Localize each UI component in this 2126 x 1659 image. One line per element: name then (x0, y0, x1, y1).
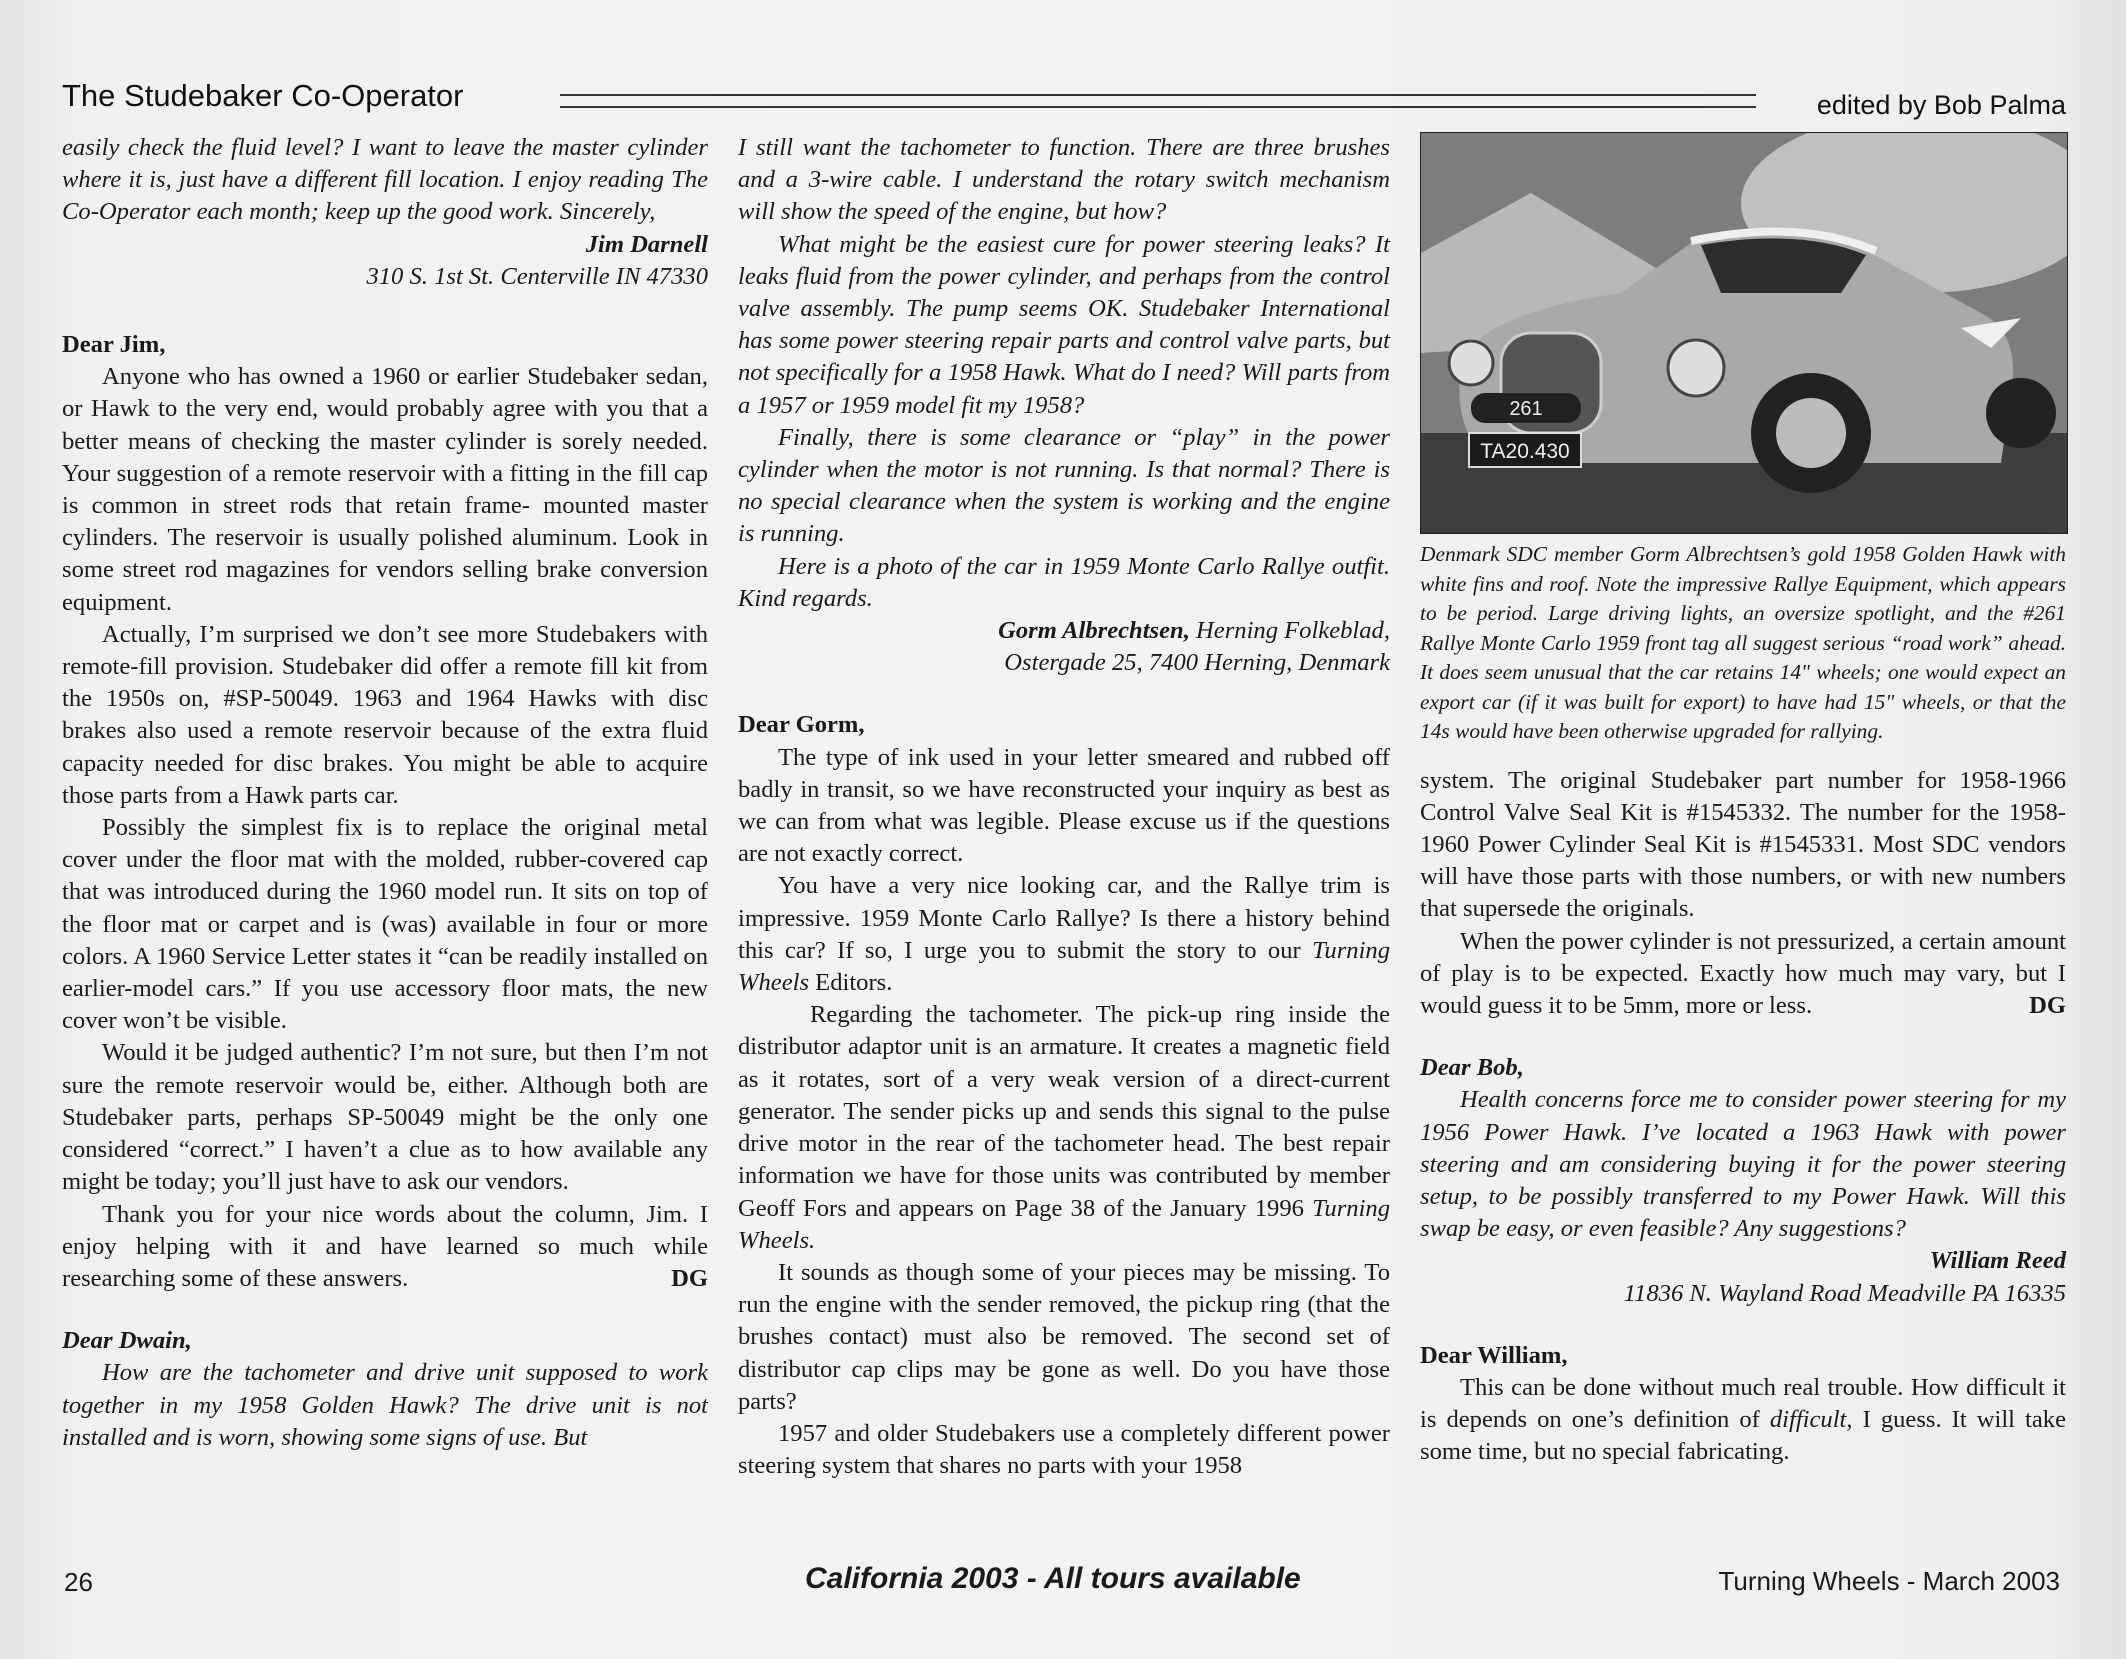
car-photo (1420, 132, 2068, 534)
reply-emphasis: Turning Wheels (738, 936, 1390, 997)
letter-paragraph: Finally, there is some clearance or “play” in the power cylinder when the motor is not running. Is that normal? There is no special clearance when the system is working and the engine is running. (738, 423, 1390, 548)
letter-signer: Gorm Albrechtsen, (998, 617, 1190, 645)
letter-signer: Jim Darnell (585, 230, 708, 258)
column-2 (738, 132, 1390, 1482)
letter-paragraph: How are the tachometer and drive unit supposed to work together in my 1958 Golden Hawk? The drive unit is not installed and is worn, showing some signs of use. But (62, 1359, 708, 1451)
letter-signer: William Reed (1929, 1247, 2066, 1275)
rally-tag-number: 261 (1509, 398, 1543, 420)
reply-text: Thank you for your nice words about the column, Jim. I enjoy helping with it and have learned so much while researching some of these answers. (62, 1200, 708, 1292)
reply-text: Regarding the tachometer. The pick-up ring inside the distributor adaptor unit is an armature. It creates a magnetic field as it rotates, sort of a very weak version of a direct-current generator. The sender picks up and sends this signal to the pulse drive motor in the rear of the tachometer head. The best repair information we have for those units was contributed by member Geoff Fors and appears on Page 38 of the January 1996 (738, 1001, 1390, 1222)
reply-salutation: Dear William, (1420, 1341, 1568, 1369)
reply-emphasis: difficult (1769, 1406, 1847, 1434)
reply-paragraph (1420, 1372, 2066, 1469)
reply-text: You have a very nice looking car, and the Rallye trim is impressive. 1959 Monte Carlo Rallye? Is there a history behind this car? If so, I urge you to submit the story to our (738, 872, 1390, 964)
reply-text: When the power cylinder is not pressurized, a certain amount of play is to be expected. Exactly how much may vary, but I would guess it to be 5mm, more or less. (1420, 927, 2066, 1019)
reply-paragraph: Possibly the simplest fix is to replace the original metal cover under the floor mat with the molded, rubber-covered cap that was introduced during the 1960 model run. It sits on top of the floor mat or carpet and is (was) available in four or more colors. A 1960 Service Letter states it “can be readily installed on earlier-model cars.” If you use accessory floor mats, the new cover won’t be visible. (62, 814, 708, 1035)
letter-address: 11836 N. Wayland Road Meadville PA 16335 (1623, 1279, 2066, 1307)
reply-paragraph-last (62, 1199, 708, 1296)
letter-salutation: Dear Dwain, (62, 1327, 192, 1355)
letter-signer-org: Herning Folkeblad, (1189, 617, 1390, 645)
letter-signer-line (738, 615, 1390, 647)
letter-text: easily check the fluid level? I want to leave the master cylinder where it is, just have a different fill location. I enjoy reading The Co-Operator each month; keep up the good work. Sincerely, (62, 134, 708, 226)
letter-address: Ostergade 25, 7400 Herning, Denmark (1004, 649, 1390, 677)
reply-text: , I guess. It will take some time, but no special fabricating. (1420, 1406, 2066, 1466)
letter-text: Health concerns force me to consider power steering for my 1956 Power Hawk. I’ve located a 1963 Hawk with power steering and am considering buying it for the power steering setup, to be possibly transferred to my Power Hawk. Will this swap be easy, or even feasible? Any suggestions? (1420, 1086, 2066, 1243)
photo-caption: Denmark SDC member Gorm Albrechtsen’s gold 1958 Golden Hawk with white fins and roof. Note the impressive Rallye Equipment, which appears to be period. Large driving lights, an oversize spotlight, and the #261 Rallye Monte Carlo 1959 front tag all suggest serious “road work” ahead. It does seem unusual that the car retains 14" wheels; one would expect an export car (if it was built for export) to have had 15" wheels, or that the 14s would have been otherwise upgraded for rallying. (1420, 542, 2066, 743)
car-illustration (1421, 133, 2067, 533)
column-1 (62, 132, 708, 1453)
promo-banner: California 2003 - All tours available (805, 1562, 1301, 1595)
reply-paragraph-last (1420, 926, 2066, 1023)
reply-salutation: Dear Jim, (62, 331, 166, 359)
letter-paragraph: Here is a photo of the car in 1959 Monte Carlo Rallye outfit. Kind regards. (738, 552, 1390, 612)
column-editor: edited by Bob Palma (1816, 90, 2066, 120)
letter-paragraph-continued: I still want the tachometer to function. There are three brushes and a 3-wire cable. I understand the rotary switch mechanism will show the speed of the engine, but how? (738, 134, 1390, 226)
reply-paragraph: Would it be judged authentic? I’m not sure, but then I’m not sure the remote reservoir would be, either. Although both are Studebaker parts, perhaps SP-50049 might be the only one considered “correct.” I haven’t a clue as to how available any might be today; you’ll just have to ask our vendors. (62, 1039, 708, 1196)
reply-paragraph: It sounds as though some of your pieces may be missing. To run the engine with the sender removed, the pickup ring (that the brushes contact) must also be removed. The second set of distributor cap clips may be gone as well. Do you have those parts? (738, 1258, 1390, 1415)
reply-initials: DG (671, 1264, 708, 1292)
column-title: The Studebaker Co-Operator (62, 78, 464, 113)
reply-emphasis: Turning Wheels. (738, 1194, 1390, 1254)
letter-salutation: Dear Bob, (1420, 1054, 1524, 1082)
letter-address: 310 S. 1st St. Centerville IN 47330 (366, 262, 708, 290)
reply-initials: DG (2029, 991, 2066, 1019)
reply-paragraph: Actually, I’m surprised we don’t see more Studebakers with remote-fill provision. Studebaker did offer a remote fill kit from the 1950s on, #SP-50049. 1963 and 1964 Hawks with disc brakes also used a remote reservoir because of the extra fluid capacity needed for disc brakes. You might be able to acquire those parts from a Hawk parts car. (62, 620, 708, 809)
reply-paragraph (738, 999, 1390, 1257)
reply-paragraph (738, 870, 1390, 999)
reply-paragraph: Anyone who has owned a 1960 or earlier Studebaker sedan, or Hawk to the very end, would probably agree with you that a better means of checking the master cylinder is sorely needed. Your suggestion of a remote reservoir with a fitting in the fill cap is common in street rods that retain frame- mounted master cylinders. The reservoir is usually polished aluminum. Look in some street rod magazines for vendors selling brake conversion equipment. (62, 363, 708, 616)
reply-text: This can be done without much real trouble. How difficult it is depends on one’s definition of (1420, 1373, 2066, 1434)
page-number: 26 (64, 1567, 93, 1597)
reply-paragraph: 1957 and older Studebakers use a completely different power steering system that shares no parts with your 1958 (738, 1419, 1390, 1480)
issue-label: Turning Wheels - March 2003 (1718, 1566, 2060, 1596)
column-3 (1420, 132, 2066, 1469)
letter-paragraph: What might be the easiest cure for power steering leaks? It leaks fluid from the power cylinder, and perhaps from the control valve assembly. The pump seems OK. Studebaker International has some power steering repair parts and control valve parts, but not specifically for a 1958 Hawk. What do I need? Will parts from a 1957 or 1959 model fit my 1958? (738, 230, 1390, 419)
reply-text: Editors. (809, 969, 893, 997)
reply-salutation: Dear Gorm, (738, 711, 865, 739)
license-plate: TA20.430 (1480, 440, 1570, 463)
reply-continued: system. The original Studebaker part number for 1958-1966 Control Valve Seal Kit is #1545332. The number for the 1958-1960 Power Cylinder Seal Kit is #1545331. Most SDC vendors will have those parts with those numbers, or with new numbers that supersede the originals. (1420, 766, 2066, 923)
header-double-rule (560, 94, 1756, 108)
reply-paragraph: The type of ink used in your letter smeared and rubbed off badly in transit, so we have reconstructed your inquiry as best as we can from what was legible. Please excuse us if the questions are not exactly correct. (738, 743, 1390, 868)
